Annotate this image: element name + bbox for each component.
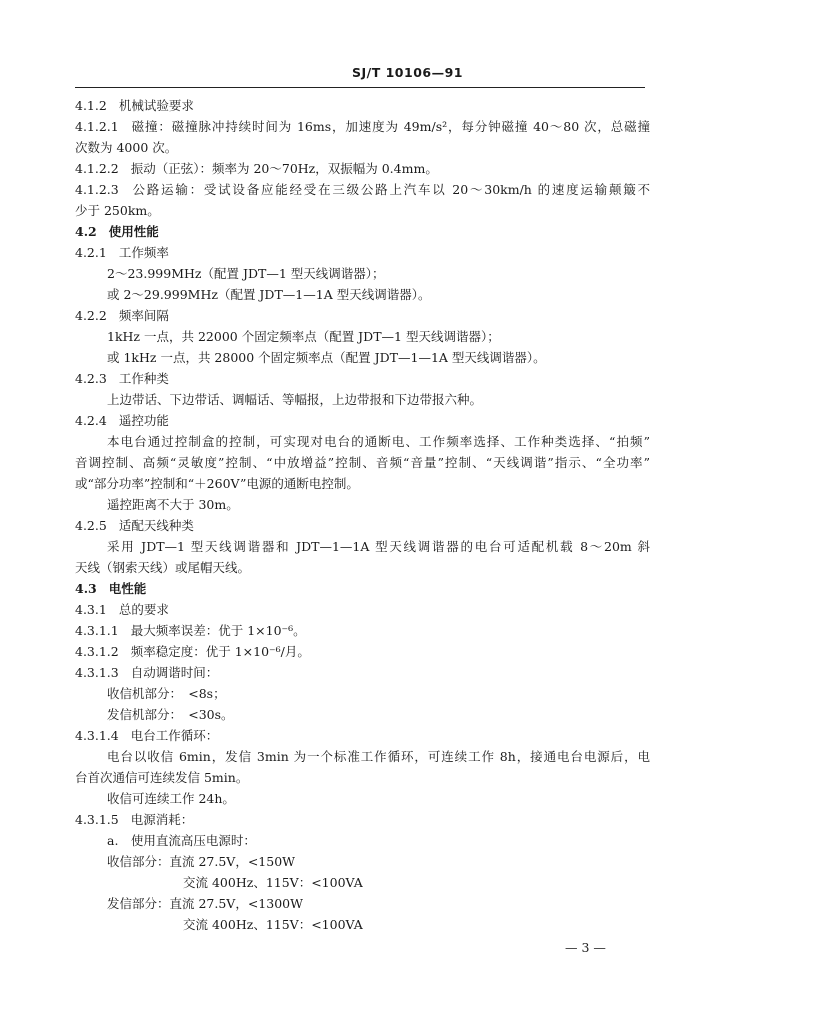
line-text: 电源消耗： — [130, 812, 194, 827]
text-line — [75, 557, 650, 578]
line-text: 自动调谐时间： — [130, 665, 219, 680]
section-number: 4.3.1.2 — [75, 644, 119, 659]
section-number: 4.3.1.1 — [75, 623, 119, 638]
line-text: 次数为 4000 次。 — [75, 140, 178, 155]
line-text: a. 使用直流高压电源时： — [107, 833, 256, 848]
section-number: 4.3 — [75, 581, 97, 596]
text-line — [75, 263, 650, 284]
text-line — [75, 347, 650, 368]
page-number: — 3 — — [565, 940, 606, 955]
document-code-header: SJ/T 10106—91 — [352, 65, 463, 80]
line-text: 使用性能 — [108, 224, 159, 239]
line-text: 总的要求 — [118, 602, 169, 617]
text-line — [75, 830, 650, 851]
text-line — [75, 620, 650, 641]
document-body — [75, 95, 650, 935]
line-text: 收信部分：直流 27.5V，<150W — [107, 854, 296, 869]
text-line — [75, 242, 650, 263]
header-rule — [75, 87, 645, 88]
text-line — [75, 95, 650, 116]
line-text: 收信可连续工作 24h。 — [107, 791, 235, 806]
line-text: 台首次通信可连续发信 5min。 — [75, 770, 249, 785]
section-number: 4.2.5 — [75, 518, 107, 533]
line-text: 或 2～29.999MHz（配置 JDT—1—1A 型天线调谐器）。 — [107, 287, 431, 302]
section-number: 4.3.1 — [75, 602, 107, 617]
text-line — [75, 725, 650, 746]
line-text: 收信机部分： <8s； — [107, 686, 226, 701]
text-line — [75, 809, 650, 830]
text-line — [75, 704, 650, 725]
section-number: 4.3.1.5 — [75, 812, 119, 827]
line-text: 2～23.999MHz（配置 JDT—1 型天线调谐器）； — [107, 266, 385, 281]
section-number: 4.2.1 — [75, 245, 107, 260]
text-line — [75, 851, 650, 872]
line-text: 天线（钢索天线）或尾帽天线。 — [75, 560, 251, 575]
text-line — [75, 116, 650, 137]
line-text: 1kHz 一点，共 22000 个固定频率点（配置 JDT—1 型天线调谐器）； — [107, 329, 500, 344]
section-number: 4.1.2.1 — [75, 119, 119, 134]
section-number: 4.3.1.4 — [75, 728, 119, 743]
text-line — [75, 326, 650, 347]
line-text: 交流 400Hz、115V：<100VA — [183, 875, 363, 890]
line-text: 或“部分功率”控制和“＋260V”电源的通断电控制。 — [75, 476, 359, 491]
line-text: 上边带话、下边带话、调幅话、等幅报，上边带报和下边带报六种。 — [107, 392, 483, 407]
line-text: 工作频率 — [118, 245, 169, 260]
text-line — [75, 179, 650, 200]
text-line — [75, 389, 650, 410]
line-text: 工作种类 — [118, 371, 169, 386]
text-line — [75, 914, 650, 935]
section-number: 4.2 — [75, 224, 97, 239]
section-number: 4.2.2 — [75, 308, 107, 323]
section-number: 4.1.2 — [75, 98, 107, 113]
text-line — [75, 410, 650, 431]
text-line — [75, 452, 650, 473]
text-line — [75, 305, 650, 326]
text-line — [75, 536, 650, 557]
line-text: 振动（正弦）：频率为 20～70Hz，双振幅为 0.4mm。 — [130, 161, 438, 176]
text-line — [75, 473, 650, 494]
text-line — [75, 578, 650, 599]
line-text: 磁撞：磁撞脉冲持续时间为 16ms，加速度为 49m/s²，每分钟磁撞 40～80 次，总磁撞 — [130, 119, 650, 134]
text-line — [75, 200, 650, 221]
section-number: 4.2.4 — [75, 413, 107, 428]
text-line — [75, 893, 650, 914]
line-text: 少于 250km。 — [75, 203, 160, 218]
text-line — [75, 284, 650, 305]
line-text: 音调控制、高频“灵敏度”控制、“中放增益”控制、音频“音量”控制、“天线调谐”指示、“全功率” — [75, 455, 650, 470]
line-text: 公路运输：受试设备应能经受在三级公路上汽车以 20～30km/h 的速度运输颠簸不 — [130, 182, 650, 197]
text-line — [75, 158, 650, 179]
text-line — [75, 431, 650, 452]
line-text: 最大频率误差：优于 1×10⁻⁶。 — [130, 623, 306, 638]
section-number: 4.1.2.3 — [75, 182, 119, 197]
line-text: 机械试验要求 — [118, 98, 194, 113]
line-text: 电台以收信 6min，发信 3min 为一个标准工作循环，可连续工作 8h，接通电台电源后，电 — [107, 749, 650, 764]
line-text: 频率间隔 — [118, 308, 169, 323]
text-line — [75, 872, 650, 893]
line-text: 电性能 — [108, 581, 147, 596]
line-text: 交流 400Hz、115V：<100VA — [183, 917, 363, 932]
text-line — [75, 662, 650, 683]
line-text: 或 1kHz 一点，共 28000 个固定频率点（配置 JDT—1—1A 型天线调谐器）。 — [107, 350, 546, 365]
text-line — [75, 746, 650, 767]
text-line — [75, 137, 650, 158]
line-text: 电台工作循环： — [130, 728, 219, 743]
line-text: 遥控距离不大于 30m。 — [107, 497, 239, 512]
section-number: 4.1.2.2 — [75, 161, 119, 176]
text-line — [75, 515, 650, 536]
text-line — [75, 494, 650, 515]
line-text: 遥控功能 — [118, 413, 169, 428]
text-line — [75, 683, 650, 704]
section-number: 4.3.1.3 — [75, 665, 119, 680]
line-text: 采用 JDT—1 型天线调谐器和 JDT—1—1A 型天线调谐器的电台可适配机载 8～20m 斜 — [107, 539, 650, 554]
text-line — [75, 788, 650, 809]
text-line — [75, 221, 650, 242]
section-number: 4.2.3 — [75, 371, 107, 386]
line-text: 发信部分：直流 27.5V，<1300W — [107, 896, 303, 911]
text-line — [75, 641, 650, 662]
line-text: 发信机部分： <30s。 — [107, 707, 234, 722]
text-line — [75, 599, 650, 620]
text-line — [75, 368, 650, 389]
line-text: 适配天线种类 — [118, 518, 194, 533]
line-text: 本电台通过控制盒的控制，可实现对电台的通断电、工作频率选择、工作种类选择、“拍频” — [107, 434, 650, 449]
text-line — [75, 767, 650, 788]
line-text: 频率稳定度：优于 1×10⁻⁶/月。 — [130, 644, 310, 659]
